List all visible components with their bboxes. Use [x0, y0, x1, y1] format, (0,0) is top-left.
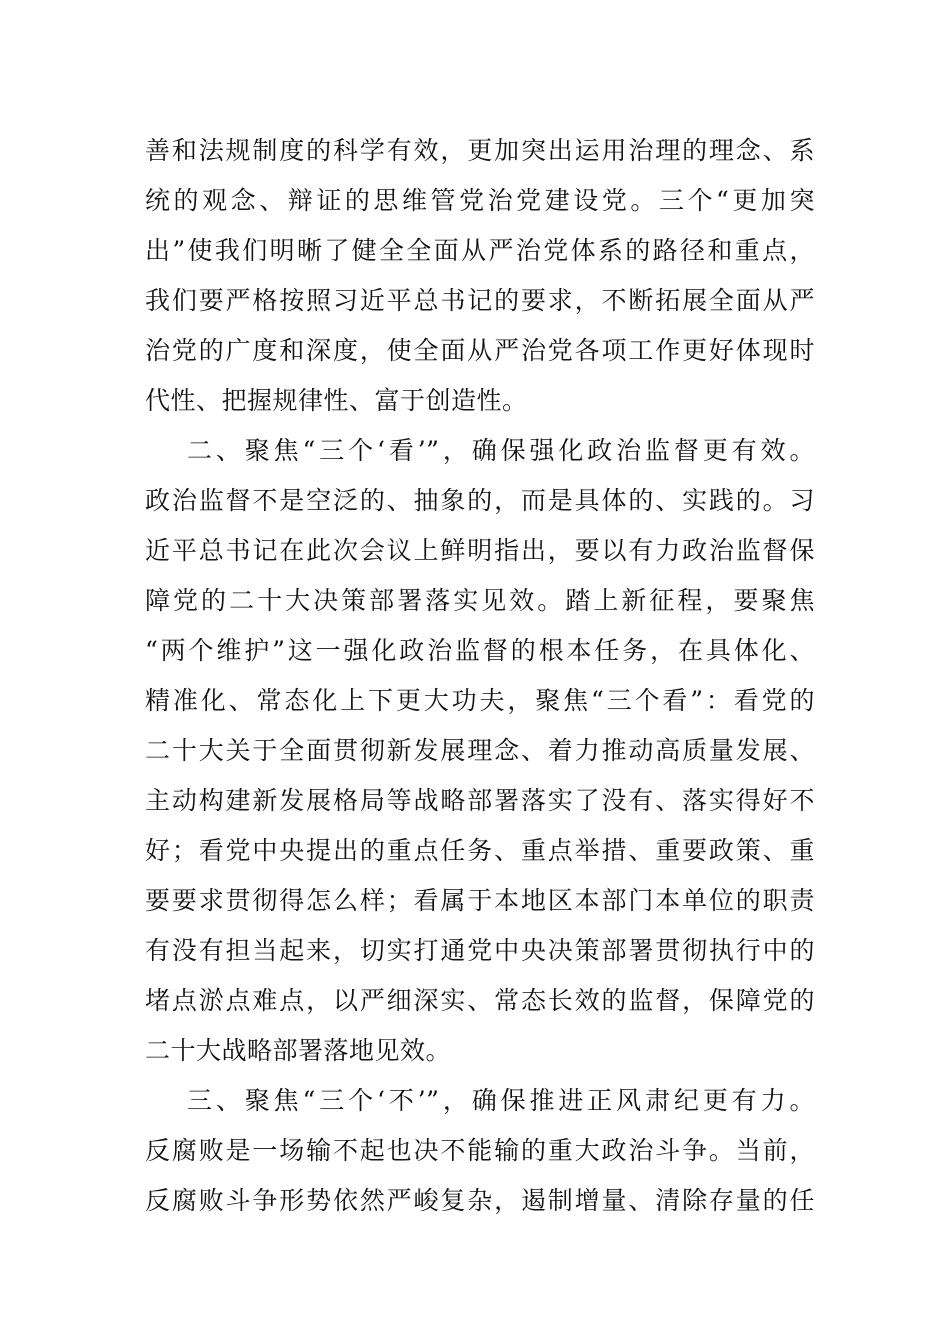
text-line: 善和法规制度的科学有效，更加突出运用治理的理念、系 — [145, 136, 815, 165]
text-line: 二十大战略部署落地见效。 — [145, 1036, 452, 1065]
text-line: 政治监督不是空泛的、抽象的，而是具体的、实践的。习 — [145, 486, 815, 515]
text-line: “两个维护”这一强化政治监督的根本任务，在具体化、 — [145, 636, 815, 665]
text-line: 反腐败斗争形势依然严峻复杂，遏制增量、清除存量的任 — [145, 1186, 815, 1215]
text-line: 好；看党中央提出的重点任务、重点举措、重要政策、重 — [145, 836, 815, 865]
section-heading-3: 三、聚焦“三个‘不’”，确保推进正风肃纪更有力。 — [187, 1086, 815, 1115]
text-line: 主动构建新发展格局等战略部署落实了没有、落实得好不 — [145, 786, 815, 815]
section-heading-2: 二、聚焦“三个‘看’”，确保强化政治监督更有效。 — [187, 436, 815, 465]
text-line: 统的观念、辩证的思维管党治党建设党。三个“更加突 — [145, 186, 815, 215]
text-line: 要要求贯彻得怎么样；看属于本地区本部门本单位的职责 — [145, 886, 815, 915]
text-line: 二十大关于全面贯彻新发展理念、着力推动高质量发展、 — [145, 736, 815, 765]
text-line: 精准化、常态化上下更大功夫，聚焦“三个看”：看党的 — [145, 686, 815, 715]
text-line: 有没有担当起来，切实打通党中央决策部署贯彻执行中的 — [145, 936, 815, 965]
text-line: 堵点淤点难点，以严细深实、常态长效的监督，保障党的 — [145, 986, 815, 1015]
text-line: 代性、把握规律性、富于创造性。 — [145, 386, 528, 415]
text-line: 出”使我们明晰了健全全面从严治党体系的路径和重点， — [145, 236, 815, 265]
text-line: 障党的二十大决策部署落实见效。踏上新征程，要聚焦 — [145, 586, 815, 615]
text-line: 治党的广度和深度，使全面从严治党各项工作更好体现时 — [145, 336, 815, 365]
text-line: 反腐败是一场输不起也决不能输的重大政治斗争。当前， — [145, 1136, 815, 1165]
text-line: 我们要严格按照习近平总书记的要求，不断拓展全面从严 — [145, 286, 815, 315]
text-line: 近平总书记在此次会议上鲜明指出，要以有力政治监督保 — [145, 536, 815, 565]
